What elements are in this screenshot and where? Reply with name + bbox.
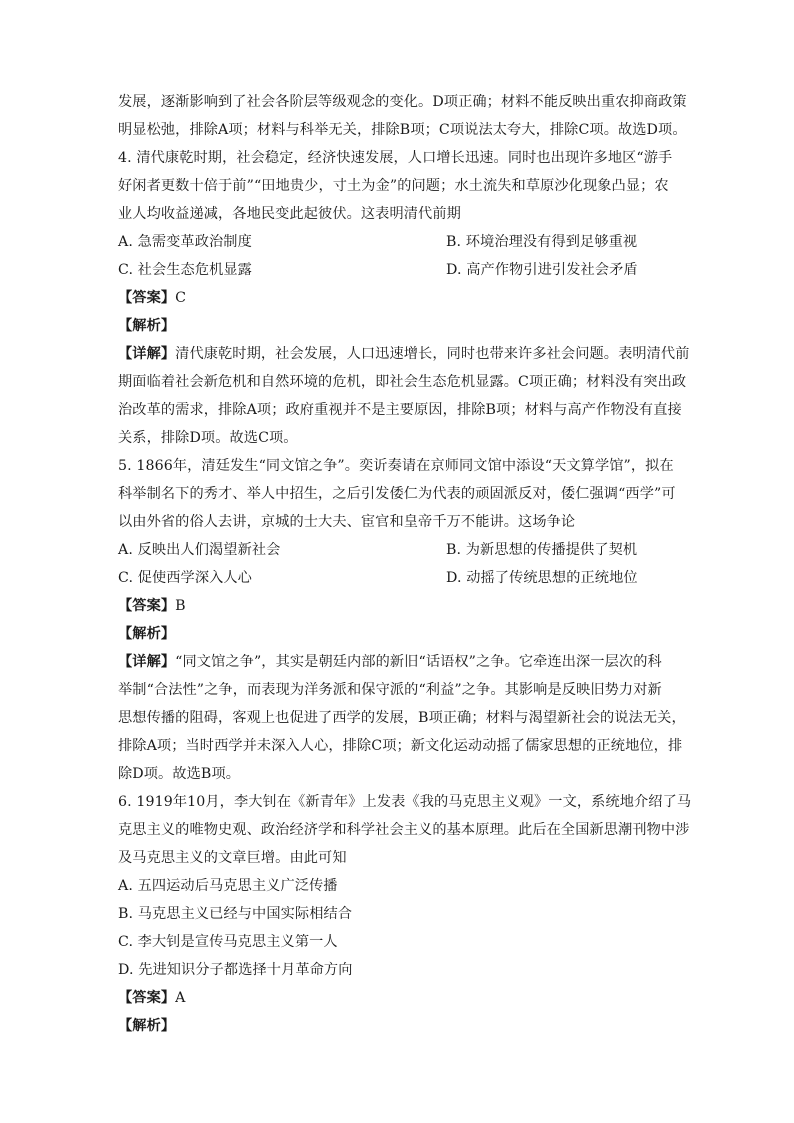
question-5	[118, 452, 698, 788]
option-b: B. 环境治理没有得到足够重视	[446, 234, 638, 250]
option-d: D. 先进知识分子都选择十月革命方向	[118, 962, 353, 978]
option-c: C. 李大钊是宣传马克思主义第一人	[118, 934, 338, 950]
analysis-line	[118, 312, 698, 340]
detail-tag: 【详解】	[118, 654, 176, 670]
question-stem-line: 4. 清代康乾时期，社会稳定，经济快速发展，人口增长迅速。同时也出现许多地区“游手	[118, 150, 673, 166]
detail-line: 期面临着社会新危机和自然环境的危机，即社会生态危机显露。C项正确；材料没有突出政	[118, 374, 687, 390]
question-stem-line: 5. 1866年，清廷发生“同文馆之争”。奕䜣奏请在京师同文馆中添设“天文算学馆”，拟在	[118, 458, 674, 474]
answer-value: C	[175, 290, 187, 306]
question-stem-line: 业人均收益递减，各地民变此起彼伏。这表明清代前期	[118, 206, 461, 222]
question-stem-line: 克思主义的唯物史观、政治经济学和科学社会主义的基本原理。此后在全国新思潮刊物中涉	[118, 822, 690, 838]
option-b: B. 马克思主义已经与中国实际相结合	[118, 906, 353, 922]
answer-tag: 【答案】	[118, 290, 176, 306]
options-row	[118, 564, 698, 592]
detail-line: 排除A项；当时西学并未深入人心，排除C项；新文化运动动摇了儒家思想的正统地位，排	[118, 738, 683, 754]
option-a: A. 急需变革政治制度	[118, 234, 252, 250]
answer-line	[118, 592, 698, 620]
option-d: D. 高产作物引进引发社会矛盾	[446, 262, 638, 278]
analysis-tag: 【解析】	[118, 318, 176, 334]
option-a: A. 五四运动后马克思主义广泛传播	[118, 878, 338, 894]
answer-value: B	[175, 598, 186, 614]
analysis-tag: 【解析】	[118, 626, 176, 642]
detail-line: 治改革的需求，排除A项；政府重视并不是主要原因，排除B项；材料与高产作物没有直接	[118, 402, 682, 418]
intro-line: 发展，逐渐影响到了社会各阶层等级观念的变化。D项正确；材料不能反映出重农抑商政策	[118, 94, 687, 110]
question-stem-line: 好闲者更数十倍于前”“田地贵少，寸土为金”的问题；水土流失和草原沙化现象凸显；农	[118, 178, 669, 194]
answer-line	[118, 984, 698, 1012]
option-b: B. 为新思想的传播提供了契机	[446, 542, 638, 558]
intro-paragraph	[118, 88, 698, 144]
analysis-line	[118, 1012, 698, 1040]
detail-line: 举制“合法性”之争，而表现为洋务派和保守派的“利益”之争。其影响是反映旧势力对新	[118, 682, 662, 698]
option-c: C. 社会生态危机显露	[118, 262, 252, 278]
option-a: A. 反映出人们渴望新社会	[118, 542, 281, 558]
detail-line: 思想传播的阻碍，客观上也促进了西学的发展，B项正确；材料与渴望新社会的说法无关，	[118, 710, 686, 726]
analysis-tag: 【解析】	[118, 1018, 176, 1034]
question-stem-line: 及马克思主义的文章巨增。由此可知	[118, 850, 347, 866]
detail-line	[118, 648, 698, 676]
question-4	[118, 144, 698, 452]
question-6	[118, 788, 698, 1040]
option-d: D. 动摇了传统思想的正统地位	[446, 570, 638, 586]
question-stem-line: 以由外省的俗人去讲，京城的士大夫、宦官和皇帝千万不能讲。这场争论	[118, 514, 576, 530]
options-row	[118, 228, 698, 256]
detail-line	[118, 340, 698, 368]
answer-tag: 【答案】	[118, 990, 176, 1006]
detail-text: 清代康乾时期，社会发展，人口迅速增长，同时也带来许多社会问题。表明清代前	[175, 346, 690, 362]
answer-tag: 【答案】	[118, 598, 176, 614]
question-stem-line: 科举制名下的秀才、举人中招生，之后引发倭仁为代表的顽固派反对，倭仁强调“西学”可	[118, 486, 676, 502]
detail-text: “同文馆之争”，其实是朝廷内部的新旧“话语权”之争。它牵连出深一层次的科	[175, 654, 662, 670]
intro-line: 明显松弛，排除A项；材料与科举无关，排除B项；C项说法太夸大，排除C项。故选D项。	[118, 122, 687, 138]
options-row	[118, 536, 698, 564]
detail-tag: 【详解】	[118, 346, 176, 362]
answer-value: A	[175, 990, 186, 1006]
options-row	[118, 256, 698, 284]
option-c: C. 促使西学深入人心	[118, 570, 252, 586]
detail-line: 关系，排除D项。故选C项。	[118, 430, 298, 446]
analysis-line	[118, 620, 698, 648]
answer-line	[118, 284, 698, 312]
document-page	[118, 88, 698, 1040]
question-stem-line: 6. 1919年10月，李大钊在《新青年》上发表《我的马克思主义观》一文，系统地介绍了马	[118, 794, 692, 810]
detail-line: 除D项。故选B项。	[118, 766, 241, 782]
